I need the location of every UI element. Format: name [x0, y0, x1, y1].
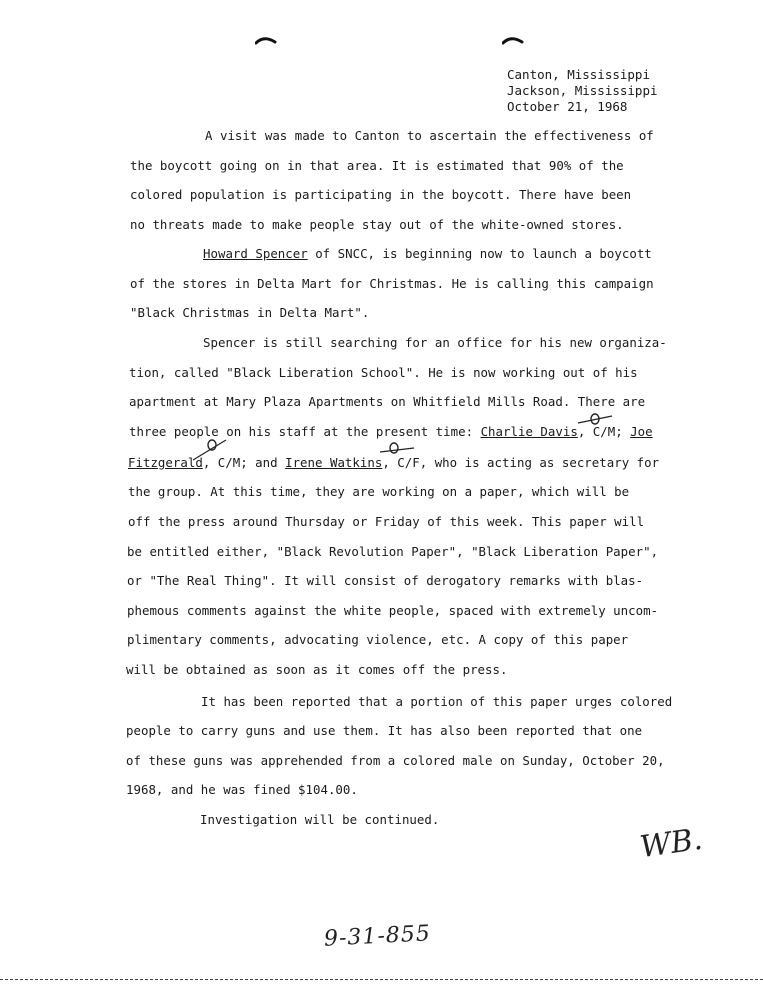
paragraph-3-line-7: off the press around Thursday or Friday of this week. This paper will [128, 514, 645, 529]
letter-header [507, 67, 658, 115]
paragraph-3-line-2: tion, called "Black Liberation School". He is now working out of his [129, 365, 638, 380]
paragraph-3-line-3: apartment at Mary Plaza Apartments on Whitfield Mills Road. There are [129, 394, 646, 409]
staple-mark-right [502, 34, 524, 46]
paragraph-3-line-4-mid: , C/M; [577, 424, 631, 439]
person-name-fitzgerald: Fitzgerald [128, 455, 203, 470]
paragraph-4-line-4: 1968, and he was fined $104.00. [126, 782, 358, 797]
paragraph-3-line-4-start: three people on his staff at the present time: [129, 424, 481, 439]
paragraph-1-line-2: the boycott going on in that area. It is estimated that 90% of the [130, 158, 624, 173]
paragraph-2-line-1 [203, 246, 652, 262]
person-name-joe: Joe [630, 424, 653, 439]
handwritten-initials: WB. [637, 821, 705, 866]
handwritten-file-number: 9-31-855 [323, 921, 432, 952]
paragraph-4-line-1: It has been reported that a portion of this paper urges colored [201, 694, 673, 709]
header-location-2: Jackson, Mississippi [507, 83, 658, 98]
handwritten-mark-davis [576, 410, 616, 428]
paragraph-2-line-1-rest: of SNCC, is beginning now to launch a boycott [307, 246, 652, 261]
person-name-charlie-davis: Charlie Davis [480, 424, 578, 439]
handwritten-mark-fitzgerald [190, 436, 230, 462]
person-name-howard-spencer: Howard Spencer [203, 246, 308, 261]
closing-line: Investigation will be continued. [200, 812, 440, 827]
paragraph-3-line-12: will be obtained as soon as it comes off the press. [126, 662, 508, 677]
paragraph-3-line-11: plimentary comments, advocating violence, etc. A copy of this paper [127, 632, 629, 647]
paragraph-1-line-1: A visit was made to Canton to ascertain the effectiveness of [205, 128, 654, 143]
paragraph-3-line-5-rest: , C/F, who is acting as secretary for [382, 455, 660, 470]
page-bottom-edge [0, 979, 763, 980]
person-name-irene-watkins: Irene Watkins [285, 455, 383, 470]
paragraph-3-line-6: the group. At this time, they are working on a paper, which will be [128, 484, 630, 499]
paragraph-1-line-4: no threats made to make people stay out of the white-owned stores. [130, 217, 624, 232]
paragraph-4-line-2: people to carry guns and use them. It has also been reported that one [126, 723, 643, 738]
paragraph-3-line-1: Spencer is still searching for an office for his new organiza- [203, 335, 667, 350]
paragraph-4-line-3: of these guns was apprehended from a colored male on Sunday, October 20, [126, 753, 665, 768]
paragraph-1-line-3: colored population is participating in the boycott. There have been [130, 187, 632, 202]
paragraph-2-line-2: of the stores in Delta Mart for Christmas. He is calling this campaign [130, 276, 654, 291]
paragraph-3-line-5-mid: , C/M; and [202, 455, 286, 470]
staple-mark-left [255, 34, 277, 46]
paragraph-3-line-10: phemous comments against the white people, spaced with extremely uncom- [127, 603, 659, 618]
paragraph-3-line-9: or "The Real Thing". It will consist of derogatory remarks with blas- [127, 573, 644, 588]
paragraph-3-line-8: be entitled either, "Black Revolution Paper", "Black Liberation Paper", [127, 544, 659, 559]
handwritten-mark-watkins [378, 440, 418, 458]
header-location-1: Canton, Mississippi [507, 67, 650, 82]
paragraph-2-line-3: "Black Christmas in Delta Mart". [130, 305, 370, 320]
header-date: October 21, 1968 [507, 99, 628, 114]
